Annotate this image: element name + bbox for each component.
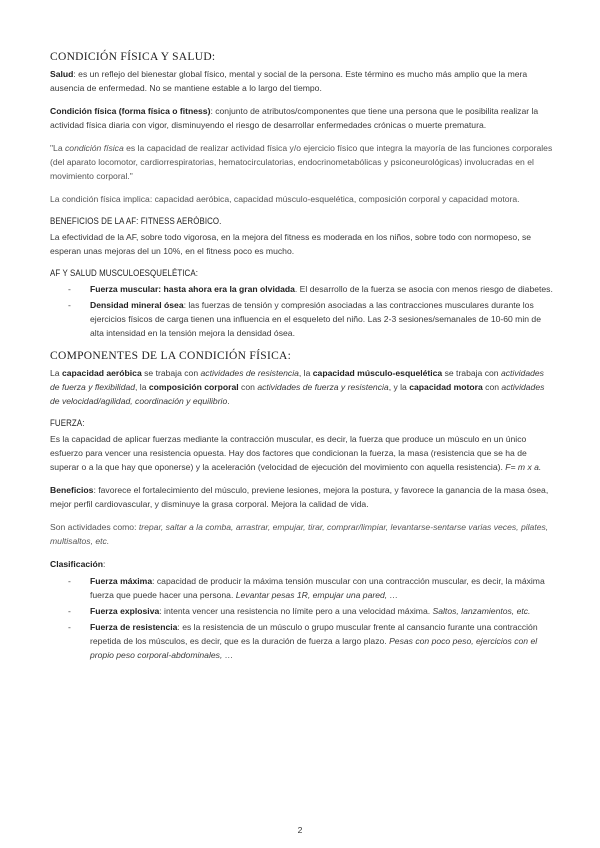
section-title-fuerza: FUERZA: xyxy=(50,418,85,428)
condicion-fisica-definition: : conjunto de atributos/componentes que tiene una persona que le posibilita realizar la actividad física diaria con vigor, disminuyendo el riesgo de desarrollar enfermedades crónicas o muerte prematura. xyxy=(50,106,539,130)
text-run: . xyxy=(227,396,230,406)
list-clasificacion xyxy=(50,574,555,662)
quote-rest: es la capacidad de realizar actividad física y/o ejercicio físico que integra la mayoría de las funciones corporales (del aparato locomotor, cardiorrespiratorias, hematocirculatorias, endocrinometabólicas y psiconeurológicas) involucradas en el movimiento corporal." xyxy=(50,143,553,181)
actividades-list: trepar, saltar a la comba, arrastrar, empujar, tirar, comprar/limpiar, levantarse-sentarse varias veces, pilates, multisaltos, etc. xyxy=(50,522,549,546)
paragraph-actividades xyxy=(50,520,555,548)
item-example: Levantar pesas 1R, empujar una pared, … xyxy=(235,590,399,600)
section-title-condicion-fisica: CONDICIÓN FÍSICA Y SALUD: xyxy=(50,51,216,63)
item-example: Pesas con poco peso, ejercicios con el propio peso corporal-abdominales, … xyxy=(90,636,538,660)
text-run: con xyxy=(482,382,502,392)
bullet-dash: - xyxy=(68,576,71,586)
activity-run: actividades de velocidad/agilidad, coordinación y equilibrio xyxy=(50,382,545,406)
item-text: : las fuerzas de tensión y compresión asociadas a las contracciones musculares durante los ejercicios físicos de carga tienen una influencia en el esqueleto del niño. Las 2-3 sesiones/semanales de 10-60 min de alta intensidad en la tensión mejora la densidad ósea. xyxy=(90,300,541,338)
actividades-intro: Son actividades como: xyxy=(50,522,139,532)
section-title-componentes: COMPONENTES DE LA CONDICIÓN FÍSICA: xyxy=(50,350,292,362)
paragraph-salud xyxy=(50,67,555,95)
item-label: Fuerza explosiva xyxy=(90,606,160,616)
list-item xyxy=(50,604,555,618)
item-example: Saltos, lanzamientos, etc. xyxy=(432,606,531,616)
item-label: Densidad mineral ósea xyxy=(90,300,184,310)
paragraph-fuerza-definicion xyxy=(50,432,555,474)
paragraph-clasificacion xyxy=(50,557,555,571)
list-item xyxy=(50,620,555,662)
term-capacidad-aerobica: capacidad aeróbica xyxy=(61,368,142,378)
item-text: : capacidad de producir la máxima tensión muscular con una contracción muscular, es decir, la máxima fuerza que puede hacer una persona. xyxy=(90,576,545,600)
quote-italic-term: condición física xyxy=(65,143,124,153)
text-run: La xyxy=(50,368,62,378)
quote-start: "La xyxy=(50,143,65,153)
item-text: : es la resistencia de un músculo o grupo muscular frente al cansancio furante una contracción repetida de los músculos, es decir, que es la duración de fuerza a largo plazo. xyxy=(90,622,538,646)
term-clasificacion: Clasificación xyxy=(50,559,104,569)
text-run: se trabaja con xyxy=(141,368,201,378)
activity-run: actividades de fuerza y flexibilidad xyxy=(50,368,544,392)
section-title-beneficios: BENEFICIOS DE LA AF: FITNESS AERÓBICO. xyxy=(50,216,222,226)
item-label: Fuerza de resistencia xyxy=(90,622,178,632)
term-capacidad-musculo-esqueletica: capacidad músculo-esquelética xyxy=(312,368,443,378)
paragraph-beneficios-fuerza xyxy=(50,483,555,511)
item-label: Fuerza máxima xyxy=(90,576,153,586)
text-run: , la xyxy=(298,368,313,378)
beneficios-text: : favorece el fortalecimiento del músculo, previene lesiones, mejora la postura, y favorece la ganancia de la masa ósea, mejor perfil cardiovascular, y disminuye la grasa corporal. Mejora la calidad de vida. xyxy=(50,485,549,509)
bullet-dash: - xyxy=(68,622,71,632)
text-run: , y la xyxy=(388,382,410,392)
activity-run: actividades de fuerza y resistencia xyxy=(257,382,389,392)
term-capacidad-motora: capacidad motora xyxy=(409,382,483,392)
bullet-dash: - xyxy=(68,606,71,616)
paragraph-beneficios-af: La efectividad de la AF, sobre todo vigorosa, en la mejora del fitness es moderada en los niños, sobre todo con normopeso, se esperan unas mejoras del un 10%, en el fitness poco es mucho. xyxy=(50,232,532,256)
item-text: : intenta vencer una resistencia no límite pero a una velocidad máxima. xyxy=(159,606,433,616)
fuerza-definition: Es la capacidad de aplicar fuerzas mediante la contracción muscular, es decir, la fuerza que produce un músculo en un único esfuerzo para vencer una resistencia opuesta. Hay dos factores que condicionan la fuerza, la masa (resistencia que se ha de superar o a la que hay que oponerse) y la aceleración (velocidad de ejecución del movimiento con aquella resistencia). xyxy=(50,434,527,472)
bullet-dash: - xyxy=(68,300,71,310)
term-condicion-fisica: Condición física (forma física o fitness) xyxy=(50,106,211,116)
section-title-af-salud-musculoesqueletica: AF Y SALUD MUSCULOESQUELÉTICA: xyxy=(50,268,199,278)
item-label: Fuerza muscular: hasta ahora era la gran olvidada xyxy=(90,284,295,294)
paragraph-quote xyxy=(50,141,555,183)
fuerza-formula: F= m x a. xyxy=(505,462,542,472)
salud-definition: : es un reflejo del bienestar global físico, mental y social de la persona. Este término es mucho más amplio que la mera ausencia de enfermedad. No se mantiene estable a lo largo del tiempo. xyxy=(50,69,528,93)
paragraph-implica: La condición física implica: capacidad aeróbica, capacidad músculo-esquelética, composición corporal y capacidad motora. xyxy=(50,194,520,204)
list-item xyxy=(50,282,555,296)
paragraph-componentes xyxy=(50,366,555,408)
term-beneficios: Beneficios xyxy=(50,485,94,495)
clasificacion-colon: : xyxy=(103,559,106,569)
document-page xyxy=(50,50,555,671)
item-text: . El desarrollo de la fuerza se asocia con menos riesgo de diabetes. xyxy=(294,284,553,294)
page-number: 2 xyxy=(297,825,303,835)
text-run: , la xyxy=(135,382,149,392)
bullet-dash: - xyxy=(68,284,71,294)
list-item xyxy=(50,298,555,340)
list-item xyxy=(50,574,555,602)
list-musculoesqueletica xyxy=(50,282,555,340)
text-run: se trabaja con xyxy=(442,368,501,378)
paragraph-condicion-fisica xyxy=(50,104,555,132)
term-salud: Salud xyxy=(50,69,74,79)
activity-run: actividades de resistencia xyxy=(200,368,299,378)
text-run: con xyxy=(238,382,258,392)
term-composicion-corporal: composición corporal xyxy=(148,382,239,392)
